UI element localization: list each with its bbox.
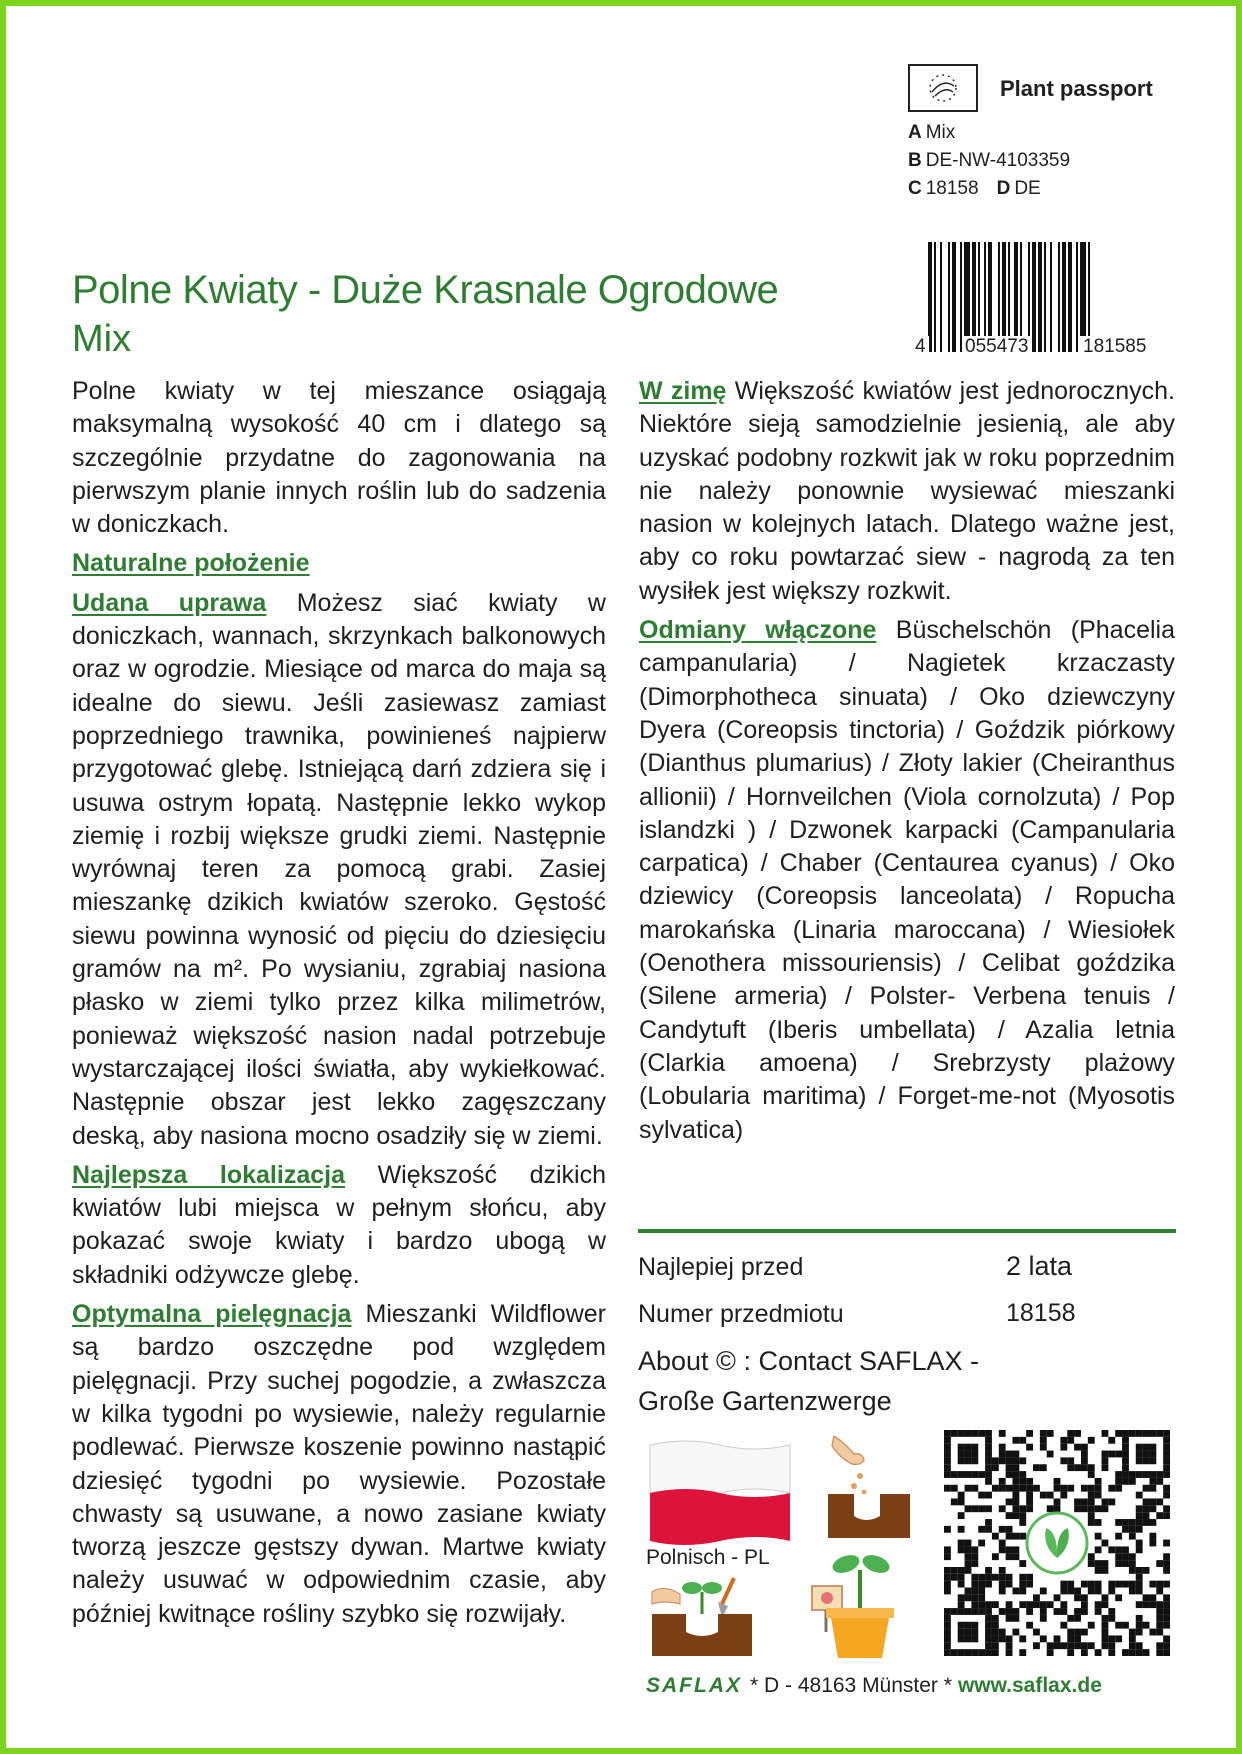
- odmiany-heading: Odmiany włączone: [639, 616, 877, 645]
- natural-heading: Naturalne położenie: [72, 549, 310, 578]
- item-number-label: Numer przedmiotu: [638, 1300, 844, 1328]
- website-link[interactable]: www.saflax.de: [957, 1674, 1102, 1697]
- planting-icon: [650, 1574, 754, 1658]
- odmiany-text: Büschelschön (Phacelia campanularia) / Nagietek krzaczasty (Dimorphotheca sinuata) / Oko dziewczyny Dyera (Coreopsis tinctoria) / Goździk piórkowy (Dianthus plumarius) / Złoty lakier (Cheiranthus allionii) / Hornveilchen (Viola cornolzuta) / Pop islandzki ) / Dzwonek karpacki (Campanularia carpatica) / Chaber (Centaurea cyanus) / Oko dziewicy (Coreopsis lanceolata) / Ropucha marokańska (Linaria maroccana) / Wiesiołek (Oenothera missouriensis) / Celibat goździka (Silene armeria) / Polster- Verbena tenuis / Candytuft (Iberis umbellata) / Azalia letnia (Clarkia amoena) / Srebrzysty plażowy (Lobularia maritima) / Forget-me-not (Myosotis sylvatica): [639, 616, 1176, 1144]
- passport-line-a: A Mix: [908, 122, 956, 143]
- lokal-heading: Najlepsza lokalizacja: [72, 1160, 345, 1189]
- sowing-icon: [824, 1430, 916, 1542]
- product-subtitle: Mix: [72, 318, 132, 360]
- pielegnacja-heading: Optymalna pielęgnacja: [72, 1300, 352, 1329]
- eu-flag-icon: [908, 64, 978, 112]
- passport-title: Plant passport: [1000, 76, 1153, 101]
- left-column: [72, 375, 606, 1637]
- poland-flag-icon: [646, 1437, 794, 1549]
- passport-line-cd: C 18158 D DE: [908, 178, 1041, 199]
- intro-text: Polne kwiaty w tej mieszance osiągają maksymalną wysokość 40 cm i dlatego są szczególnie przydatne do zagonowania na pierwszym planie innych roślin lub do sadzenia w doniczkach.: [72, 377, 606, 539]
- pielegnacja-section: [72, 1298, 606, 1631]
- right-column: [639, 375, 1175, 1153]
- best-before-value: 2 lata: [1006, 1251, 1073, 1281]
- odmiany-section: [639, 614, 1175, 1147]
- product-title: Polne Kwiaty - Duże Krasnale Ogrodowe: [72, 268, 779, 312]
- brand-logo: SAFLAX: [646, 1674, 742, 1697]
- best-before-label: Najlepiej przed: [638, 1253, 804, 1281]
- footer: [646, 1674, 1102, 1698]
- info-divider: [638, 1229, 1176, 1233]
- zima-section: [639, 375, 1175, 608]
- leaf-icon: [1027, 1513, 1087, 1573]
- seed-packet-back: Plant passport A Mix B DE-NW-4103359 C 18158 D DE 4 055473 181585 Polne Kwiaty - Duże Krasnale Ogrodowe Mix Polne kwiaty w tej mieszance osiągają maksymalną wysokość 40 cm i dlatego są szczególnie przydatne do zagonowania na pierwszym planie innych roślin lub do sadzenia w doniczkach. Naturalne położenie Udana uprawa Możesz siać kwiaty w doniczkach, wannach, skrzynkach balkonowych oraz w ogrodzie. Miesiące od marca do maja są idealne do siewu. Jeśli zasiewasz zamiast poprzedniego trawnika, powinieneś najpierw przygotować glebę. Istniejącą darń zdziera się i usuwa ostrym łopatą. Następnie lekko wykop ziemię i rozbij większe grudki ziemi. Następnie wyrównaj teren za pomocą grabi. Zasiej mieszankę dzikich kwiatów szeroko. Gęstość siewu powinna wynosić od pięciu do dziesięciu gramów na m². Po wysianiu, zgrabiaj nasiona płasko w ziemi tylko przez kilka milimetrów, ponieważ większość nasion nadal potrzebuje wystarczającej ilości światła, aby wykiełkować. Następnie obszar jest lekko zagęszczany deską, aby nasiona mocno osadziły się w ziemi. Najlepsza lokalizacja Większość dzikich kwiatów lubi miejsca w pełnym słońcu, aby pokazać swoje kwiaty i bardzo ubogą w składniki odżywcze glebę. Optymalna pielęgnacja Mieszanki Wildflower są bardzo oszczędne pod względem pielęgnacji. Przy suchej pogodzie, a zwłaszcza w kilka tygodni po wysiewie, należy regularnie podlewać. Pierwsze koszenie powinno nastąpić dziesięć tygodni po wysiewie. Pozostałe chwasty są usuwane, a nowo zasiane kwiaty tworzą jeszcze gęstszy dywan. Martwe kwiaty należy usuwać w odpowiednim czasie, aby później kwitnące rośliny szybko się rozwijały. W zimę Większość kwiatów jest jednorocznych. Niektóre sieją samodzielnie jesienią, ale aby uzyskać podobny rozkwit jak w roku poprzednim nie należy ponownie wysiewać mieszanki nasion w kolejnych latach. Dlatego ważne jest, aby co roku powtarzać siew - nagrodą za ten wysiłek jest większy rozkwit. Odmiany włączone Büschelschön (Phacelia campanularia) / Nagietek krzaczasty (Dimorphotheca sinuata) / Oko dziewczyny Dyera (Coreopsis tinctoria) / Goździk piórkowy (Dianthus plumarius) / Złoty lakier (Cheiranthus allionii) / Hornveilchen (Viola cornolzuta) / Pop islandzki ) / Dzwonek karpacki (Campanularia carpatica) / Chaber (Centaurea cyanus) / Oko dziewicy (Coreopsis lanceolata) / Ropucha marokańska (Linaria maroccana) / Wiesiołek (Oenothera missouriensis) / Celibat goździka (Silene armeria) / Polster- Verbena tenuis / Candytuft (Iberis umbellata) / Azalia letnia (Clarkia amoena) / Srebrzysty plażowy (Lobularia maritima) / Forget-me-not (Myosotis sylvatica) Najlepiej przed 2 lata Numer przedmiotu 18158 About © : Contact SAFLAX - Große Gartenzwerge Polnisch - PL SAFLAX * D - 48163 Münster * www.saflax.de: [6, 6, 1236, 1748]
- item-number-value: 18158: [1006, 1299, 1076, 1327]
- udana-section: [72, 587, 606, 1153]
- pielegnacja-text: Mieszanki Wildflower są bardzo oszczędne pod względem pielęgnacji. Przy suchej pogodzie, a zwłaszcza w kilka tygodni po wysiewie, należy regularnie podlewać. Pierwsze koszenie powinno nastąpić dziesięć tygodni po wysiewie. Pozostałe chwasty są usuwane, a nowo zasiane kwiaty tworzą jeszcze gęstszy dywan. Martwe kwiaty należy usuwać w odpowiednim czasie, aby później kwitnące rośliny szybko się rozwijały.: [72, 1300, 606, 1628]
- udana-text: Możesz siać kwiaty w doniczkach, wannach, skrzynkach balkonowych oraz w ogrodzie. Miesiące od marca do maja są idealne do siewu. Jeśli zasiewasz zamiast poprzedniego trawnika, powinieneś najpierw przygotować glebę. Istniejącą darń zdziera się i usuwa ostrym łopatą. Następnie lekko wykop ziemię i rozbij większe grudki ziemi. Następnie wyrównaj teren za pomocą grabi. Zasiej mieszankę dzikich kwiatów szeroko. Gęstość siewu powinna wynosić od pięciu do dziesięciu gramów na m². Po wysianiu, zgrabiaj nasiona płasko w ziemi tylko przez kilka milimetrów, ponieważ większość nasion nadal potrzebuje wystarczającej ilości światła, aby wykiełkować. Następnie obszar jest lekko zagęszczany deską, aby nasiona mocno osadziły się w ziemi.: [72, 588, 606, 1150]
- footer-address: * D - 48163 Münster *: [750, 1674, 952, 1697]
- about-text: About © : Contact SAFLAX - Große Gartenzwerge: [638, 1346, 980, 1416]
- passport-line-b: B DE-NW-4103359: [908, 150, 1071, 171]
- zima-heading: W zimę: [639, 377, 727, 405]
- language-label: Polnisch - PL: [646, 1546, 770, 1569]
- zima-text: Większość kwiatów jest jednorocznych. Niektóre sieją samodzielnie jesienią, ale aby uzyskać podobny rozkwit jak w roku poprzednim nie należy ponownie wysiewać mieszanki nasion w kolejnych latach. Dlatego ważne jest, aby co roku powtarzać siew - nagrodą za ten wysiłek jest większy rozkwit.: [639, 377, 1175, 605]
- qr-code: [944, 1430, 1170, 1656]
- lokal-section: [72, 1159, 606, 1292]
- udana-heading: Udana uprawa: [72, 588, 267, 617]
- lokal-text: Większość dzikich kwiatów lubi miejsca w pełnym słońcu, aby pokazać swoje kwiaty i bardzo ubogą w składniki odżywcze glebę.: [72, 1160, 607, 1289]
- potted-plant-icon: [806, 1542, 906, 1660]
